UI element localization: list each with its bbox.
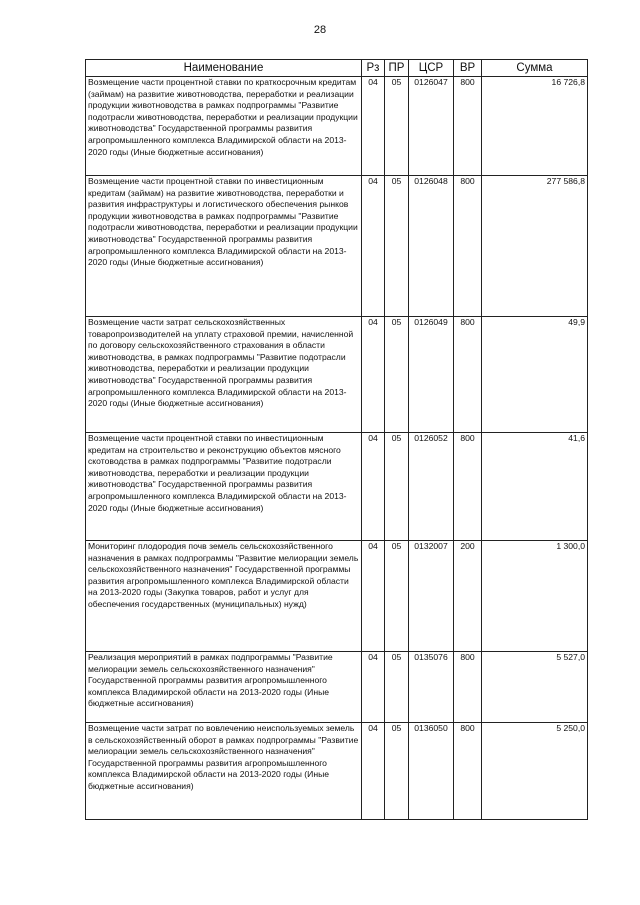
table-row [86,652,588,723]
header-sum: Сумма [482,60,588,77]
budget-table [85,59,588,820]
header-rz: Рз [362,60,385,77]
row-pr: 05 [385,541,409,652]
row-vr: 800 [454,723,482,820]
row-sum: 49,9 [482,317,588,433]
row-sum: 41,6 [482,433,588,541]
header-csr: ЦСР [409,60,454,77]
row-csr: 0126047 [409,77,454,176]
row-vr: 800 [454,77,482,176]
row-sum: 277 586,8 [482,176,588,317]
row-pr: 05 [385,652,409,723]
row-rz: 04 [362,433,385,541]
page-number: 28 [313,24,327,36]
header-vr: ВР [454,60,482,77]
row-vr: 800 [454,317,482,433]
table-row [86,723,588,820]
row-pr: 05 [385,176,409,317]
row-csr: 0126049 [409,317,454,433]
row-name: Мониторинг плодородия почв земель сельскохозяйственного назначения в рамках подпрограммы "Развитие мелиорации земель сельскохозяйственного назначения" Государственной программы развития агропромышленного комплекса Владимирской области на 2013-2020 годы (Закупка товаров, работ и услуг для обеспечения государственных (муниципальных) нужд) [86,541,362,652]
row-name: Возмещение части процентной ставки по инвестиционным кредитам на строительство и реконструкцию объектов мясного скотоводства в рамках подпрограммы "Развитие подотрасли животноводства, переработки и реализации продукции животноводства" Государственной программы развития агропромышленного комплекса Владимирской области на 2013-2020 годы (Иные бюджетные ассигнования) [86,433,362,541]
row-vr: 800 [454,652,482,723]
table-row [86,77,588,176]
row-csr: 0132007 [409,541,454,652]
row-vr: 800 [454,433,482,541]
row-rz: 04 [362,317,385,433]
table-row [86,541,588,652]
row-sum: 16 726,8 [482,77,588,176]
row-csr: 0126048 [409,176,454,317]
row-rz: 04 [362,723,385,820]
row-name: Возмещение части процентной ставки по инвестиционным кредитам (займам) на развитие животноводства, переработки и развития инфраструктуры и логистического обеспечения рынков продукции животноводства в рамках подпрограммы "Развитие подотрасли животноводства, переработки и реализации продукции животноводства" Государственной программы развития агропромышленного комплекса Владимирской области на 2013-2020 годы (Иные бюджетные ассигнования) [86,176,362,317]
table-row [86,433,588,541]
table-row [86,317,588,433]
row-rz: 04 [362,541,385,652]
table-row [86,176,588,317]
row-sum: 1 300,0 [482,541,588,652]
row-name: Возмещение части затрат сельскохозяйственных товаропроизводителей на уплату страховой премии, начисленной по договору сельскохозяйственного страхования в области животноводства, в рамках подпрограммы "Развитие подотрасли животноводства, переработки и реализации продукции животноводства" Государственной программы развития агропромышленного комплекса Владимирской области на 2013-2020 годы (Иные бюджетные ассигнования) [86,317,362,433]
row-csr: 0136050 [409,723,454,820]
row-pr: 05 [385,77,409,176]
header-name: Наименование [86,60,362,77]
row-name: Возмещение части процентной ставки по краткосрочным кредитам (займам) на развитие животноводства, переработки и реализации продукции животноводства в рамках подпрограммы "Развитие подотрасли животноводства, переработки и реализации продукции животноводства" Государственной программы развития агропромышленного комплекса Владимирской области на 2013-2020 годы (Иные бюджетные ассигнования) [86,77,362,176]
row-vr: 800 [454,176,482,317]
row-name: Возмещение части затрат по вовлечению неиспользуемых земель в сельскохозяйственный оборот в рамках подпрограммы "Развитие мелиорации земель сельскохозяйственного назначения" Государственной программы развития агропромышленного комплекса Владимирской области на 2013-2020 годы (Иные бюджетные ассигнования) [86,723,362,820]
row-rz: 04 [362,652,385,723]
row-csr: 0135076 [409,652,454,723]
header-pr: ПР [385,60,409,77]
row-csr: 0126052 [409,433,454,541]
table-header-row [86,60,588,77]
row-pr: 05 [385,433,409,541]
row-rz: 04 [362,176,385,317]
row-sum: 5 250,0 [482,723,588,820]
row-vr: 200 [454,541,482,652]
row-pr: 05 [385,317,409,433]
row-rz: 04 [362,77,385,176]
row-pr: 05 [385,723,409,820]
row-sum: 5 527,0 [482,652,588,723]
row-name: Реализация мероприятий в рамках подпрограммы "Развитие мелиорации земель сельскохозяйственного назначения" Государственной программы развития агропромышленного комплекса Владимирской области на 2013-2020 годы (Иные бюджетные ассигнования) [86,652,362,723]
